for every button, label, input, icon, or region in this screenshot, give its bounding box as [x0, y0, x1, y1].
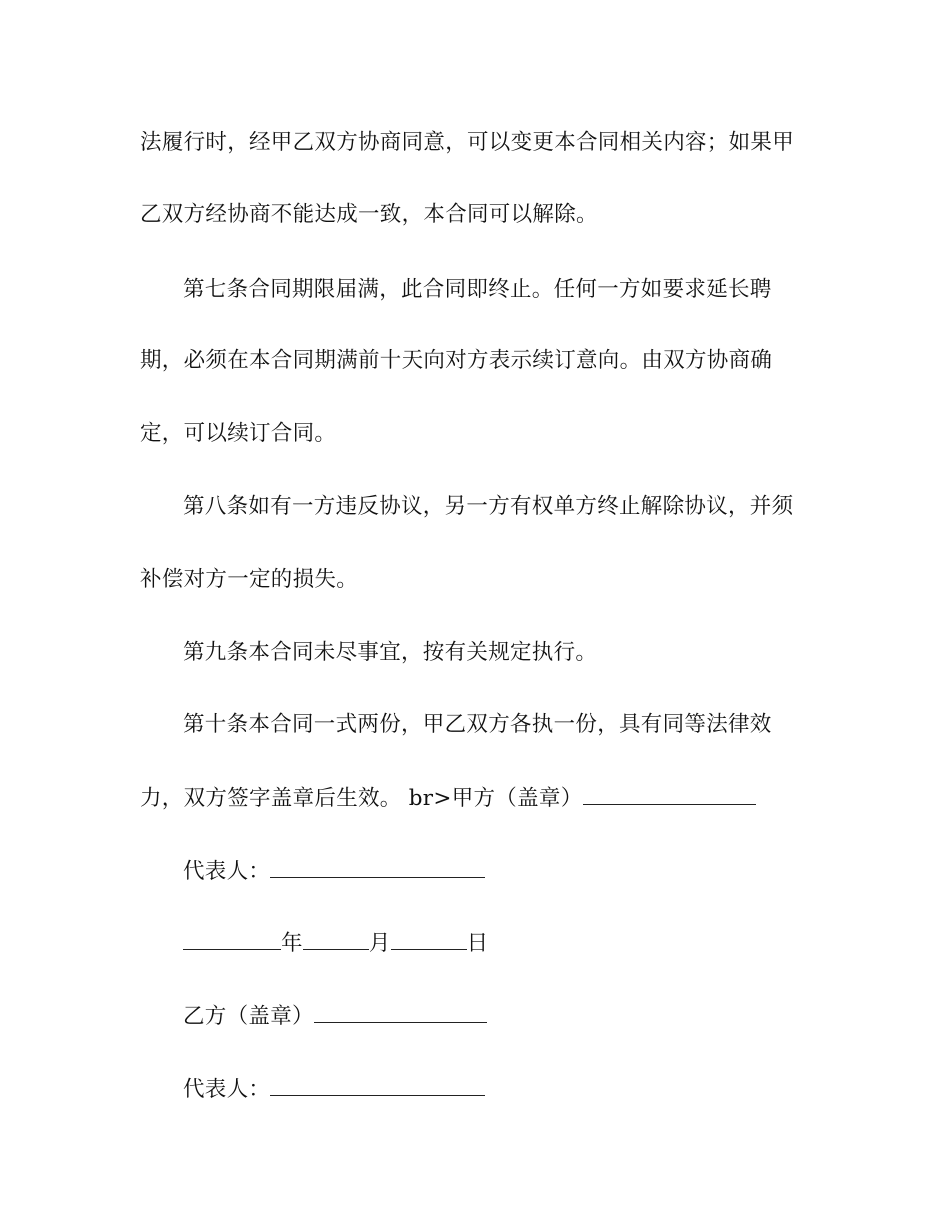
paragraph-6-line-1: 法履行时，经甲乙双方协商同意，可以变更本合同相关内容；如果甲 [140, 130, 795, 155]
party-b-line [183, 1002, 487, 1032]
day-label: 日 [466, 931, 489, 956]
party-b-rep-label: 代表人： [183, 1077, 271, 1102]
paragraph-7-line-1: 第七条合同期限届满，此合同即终止。任何一方如要求延长聘 [183, 277, 772, 302]
date-line [183, 929, 488, 959]
party-b-representative-line [183, 1075, 485, 1105]
party-b-rep-blank [270, 1075, 485, 1096]
party-b-label: 乙方（盖章） [183, 1004, 314, 1029]
paragraph-10-line-1: 第十条本合同一式两份，甲乙双方各执一份，具有同等法律效 [183, 712, 772, 737]
party-a-text: 力，双方签字盖章后生效。 br>甲方（盖章） [140, 786, 583, 811]
party-a-rep-blank [270, 857, 485, 878]
year-label: 年 [281, 931, 303, 956]
paragraph-7-line-3: 定，可以续订合同。 [140, 421, 337, 446]
paragraph-6-line-2: 乙双方经协商不能达成一致，本合同可以解除。 [140, 202, 598, 227]
paragraph-7-line-2: 期，必须在本合同期满前十天向对方表示续订意向。由双方协商确 [140, 348, 773, 373]
year-blank [183, 929, 281, 950]
day-blank [391, 929, 467, 950]
paragraph-10-line-2 [140, 784, 756, 814]
party-b-seal-blank [314, 1002, 487, 1023]
paragraph-8-line-2: 补偿对方一定的损失。 [140, 567, 359, 592]
party-a-representative-line [183, 857, 485, 887]
month-label: 月 [368, 931, 391, 956]
party-a-rep-label: 代表人： [183, 859, 271, 884]
paragraph-8-line-1: 第八条如有一方违反协议，另一方有权单方终止解除协议，并须 [183, 494, 794, 519]
party-a-seal-blank [583, 784, 756, 805]
paragraph-9-line-1: 第九条本合同未尽事宜，按有关规定执行。 [183, 640, 598, 665]
month-blank [303, 929, 369, 950]
